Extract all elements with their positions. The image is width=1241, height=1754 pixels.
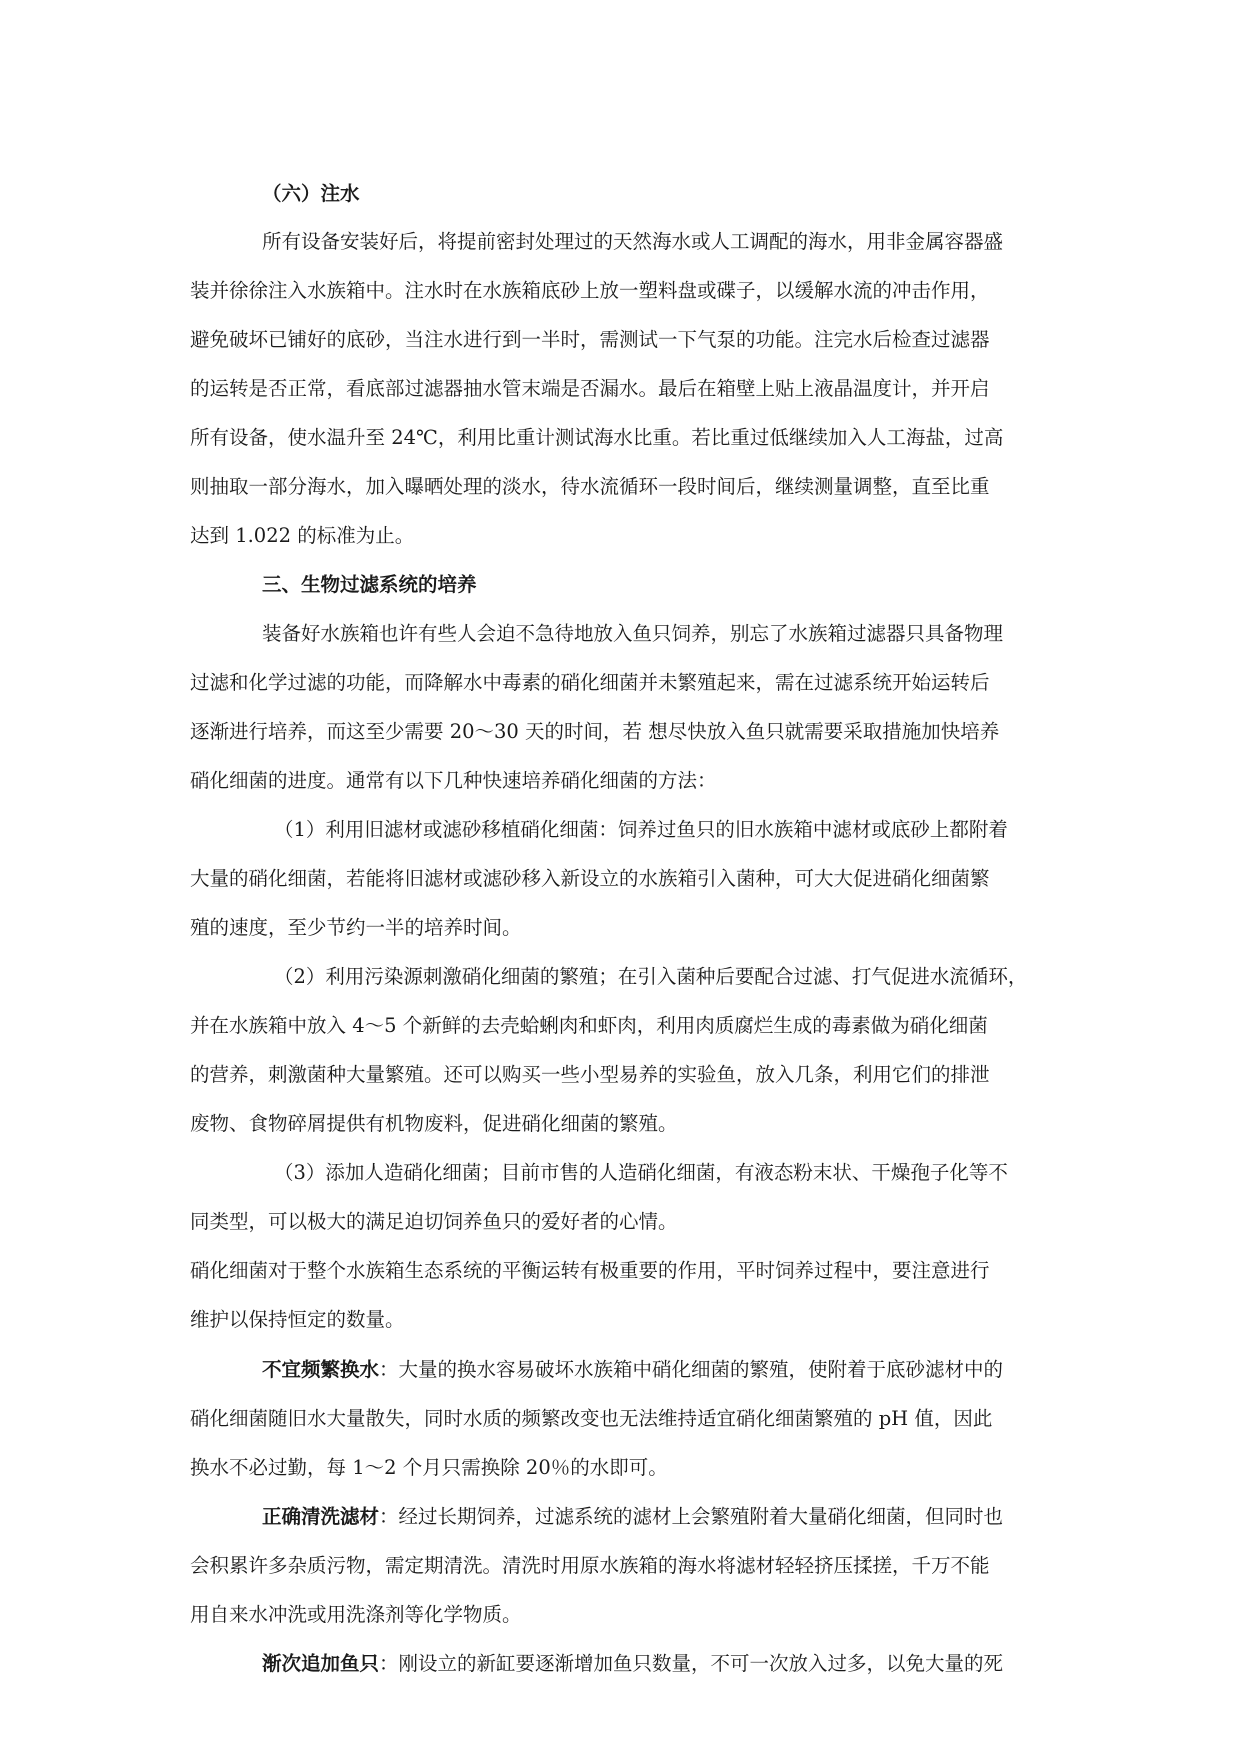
paragraph-line: 装备好水族箱也许有些人会迫不急待地放入鱼只饲养，别忘了水族箱过滤器只具备物理 — [262, 622, 1004, 645]
paragraph-line: 硝化细菌对于整个水族箱生态系统的平衡运转有极重要的作用，平时饲养过程中，要注意进行 — [190, 1259, 990, 1282]
tip-lead: 正确清洗滤材 — [262, 1505, 380, 1528]
list-item-line: （3）添加人造硝化细菌；目前市售的人造硝化细菌，有液态粉末状、干燥孢子化等不 — [274, 1161, 1008, 1184]
section-heading-bio: 三、生物过滤系统的培养 — [262, 573, 477, 596]
list-item-line: 的营养，刺激菌种大量繁殖。还可以购买一些小型易养的实验鱼，放入几条，利用它们的排泄 — [190, 1063, 990, 1086]
tip-text: ：刚设立的新缸要逐渐增加鱼只数量，不可一次放入过多，以免大量的死 — [379, 1652, 1004, 1675]
tip-line — [262, 1497, 1082, 1537]
tip-line: 硝化细菌随旧水大量散失，同时水质的频繁改变也无法维持适宜硝化细菌繁殖的 pH 值，因此 — [190, 1407, 993, 1430]
list-item-line: 同类型，可以极大的满足迫切饲养鱼只的爱好者的心情。 — [190, 1210, 678, 1233]
tip-text: ：经过长期饲养，过滤系统的滤材上会繁殖附着大量硝化细菌，但同时也 — [379, 1505, 1004, 1528]
tip-line — [262, 1644, 1082, 1684]
paragraph-line: 所有设备安装好后，将提前密封处理过的天然海水或人工调配的海水，用非金属容器盛 — [262, 230, 1004, 253]
paragraph-line: 硝化细菌的进度。通常有以下几种快速培养硝化细菌的方法： — [190, 769, 717, 792]
paragraph-line: 所有设备，使水温升至 24℃，利用比重计测试海水比重。若比重过低继续加入人工海盐，过高 — [190, 426, 1004, 449]
tip-line: 换水不必过勤，每 1～2 个月只需换除 20％的水即可。 — [190, 1456, 668, 1479]
list-item-line: 大量的硝化细菌，若能将旧滤材或滤砂移入新设立的水族箱引入菌种，可大大促进硝化细菌繁 — [190, 867, 990, 890]
list-item-line: 废物、食物碎屑提供有机物废料，促进硝化细菌的繁殖。 — [190, 1112, 678, 1135]
tip-lead: 渐次追加鱼只 — [262, 1652, 380, 1675]
tip-line: 用自来水冲洗或用洗涤剂等化学物质。 — [190, 1603, 522, 1626]
paragraph-line: 装并徐徐注入水族箱中。注水时在水族箱底砂上放一塑料盘或碟子，以缓解水流的冲击作用， — [190, 279, 990, 302]
paragraph-line: 的运转是否正常，看底部过滤器抽水管末端是否漏水。最后在箱壁上贴上液晶温度计，并开启 — [190, 377, 990, 400]
tip-line — [262, 1350, 1082, 1390]
list-item-line: （2）利用污染源刺激硝化细菌的繁殖；在引入菌种后要配合过滤、打气促进水流循环， — [274, 965, 1028, 988]
paragraph-line: 逐渐进行培养，而这至少需要 20～30 天的时间，若 想尽快放入鱼只就需要采取措施加快培养 — [190, 720, 1000, 743]
list-item-line: （1）利用旧滤材或滤砂移植硝化细菌：饲养过鱼只的旧水族箱中滤材或底砂上都附着 — [274, 818, 1008, 841]
paragraph-line: 过滤和化学过滤的功能，而降解水中毒素的硝化细菌并未繁殖起来，需在过滤系统开始运转后 — [190, 671, 990, 694]
list-item-line: 殖的速度，至少节约一半的培养时间。 — [190, 916, 522, 939]
list-item-line: 并在水族箱中放入 4～5 个新鲜的去壳蛤蜊肉和虾肉，利用肉质腐烂生成的毒素做为硝化细菌 — [190, 1014, 988, 1037]
section-heading-water: （六）注水 — [262, 182, 360, 205]
paragraph-line: 避免破坏已铺好的底砂，当注水进行到一半时，需测试一下气泵的功能。注完水后检查过滤器 — [190, 328, 990, 351]
paragraph-line: 达到 1.022 的标准为止。 — [190, 524, 415, 547]
tip-text: ：大量的换水容易破坏水族箱中硝化细菌的繁殖，使附着于底砂滤材中的 — [379, 1358, 1004, 1381]
tip-line: 会积累许多杂质污物，需定期清洗。清洗时用原水族箱的海水将滤材轻轻挤压揉搓，千万不能 — [190, 1554, 990, 1577]
paragraph-line: 维护以保持恒定的数量。 — [190, 1308, 405, 1331]
paragraph-line: 则抽取一部分海水，加入曝晒处理的淡水，待水流循环一段时间后，继续测量调整，直至比重 — [190, 475, 990, 498]
tip-lead: 不宜频繁换水 — [262, 1358, 380, 1381]
